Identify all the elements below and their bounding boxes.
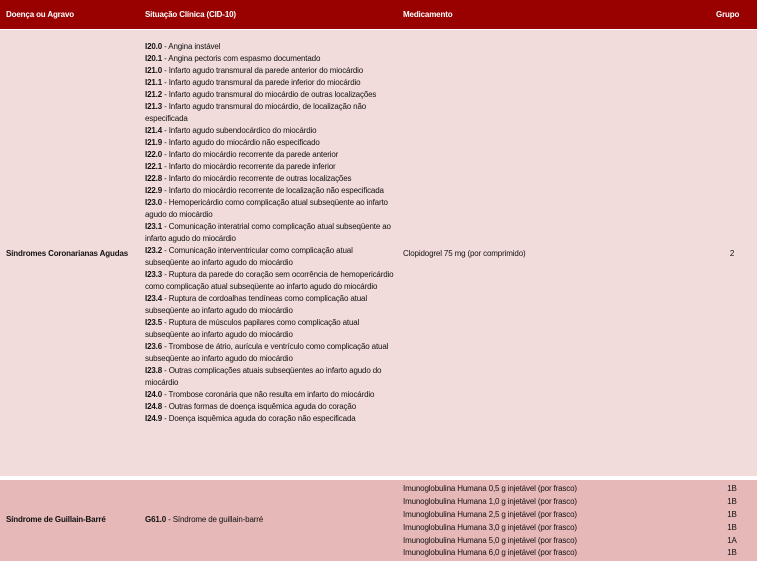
table-row bbox=[0, 30, 757, 476]
situation-item bbox=[145, 149, 397, 161]
cid-code: I21.1 bbox=[145, 78, 163, 87]
situation-item bbox=[145, 413, 397, 425]
cid-description: - Hemopericárdio como complicação atual subseqüente ao infarto agudo do miocárdio bbox=[145, 198, 388, 219]
medication: Imunoglobulina Humana 3,0 g injetável (por frasco) bbox=[403, 522, 577, 532]
medication-row bbox=[403, 483, 743, 496]
cid-code: I23.4 bbox=[145, 294, 163, 303]
cid-code: I24.0 bbox=[145, 390, 163, 399]
medication: Imunoglobulina Humana 0,5 g injetável (por frasco) bbox=[403, 484, 577, 493]
medication: Imunoglobulina Humana 1,0 g injetável (por frasco) bbox=[403, 496, 577, 506]
situation-item bbox=[145, 269, 397, 293]
situation-item bbox=[145, 41, 397, 53]
medication: Imunoglobulina Humana 5,0 g injetável (por frasco) bbox=[403, 535, 577, 545]
group: 1B bbox=[727, 496, 737, 506]
situation-item bbox=[145, 245, 397, 269]
cid-description: - Doença isquêmica aguda do coração não especificada bbox=[162, 414, 356, 423]
cid-code: I21.2 bbox=[145, 90, 163, 99]
cid-code: I23.8 bbox=[145, 366, 163, 375]
cid-description: - Outras formas de doença isquêmica aguda do coração bbox=[162, 402, 356, 411]
cid-description: - Infarto do miocárdio recorrente da parede inferior bbox=[162, 162, 336, 171]
group: 1B bbox=[727, 548, 737, 558]
cid-code: I23.6 bbox=[145, 342, 163, 351]
cid-description: - Infarto agudo transmural da parede anterior do miocárdio bbox=[162, 66, 364, 75]
medication-row bbox=[403, 535, 743, 548]
cid-code: I23.3 bbox=[145, 270, 163, 279]
situation-item bbox=[145, 161, 397, 173]
cid-code: I23.5 bbox=[145, 318, 163, 327]
situation-item bbox=[145, 65, 397, 77]
group: 2 bbox=[729, 249, 735, 258]
situation-item bbox=[145, 137, 397, 149]
cid-code: I23.1 bbox=[145, 222, 163, 231]
cid-description: - Ruptura da parede do coração sem ocorrência de hemopericárdio como complicação atual subseqüente ao infarto agudo do miocárdio bbox=[145, 270, 394, 291]
cid-description: - Infarto agudo transmural do miocárdio, de localização não especificada bbox=[145, 102, 367, 123]
header-disease: Doença ou Agravo bbox=[6, 10, 74, 19]
group: 1B bbox=[727, 484, 737, 493]
cid-code: I22.9 bbox=[145, 186, 163, 195]
cid-description: - Infarto agudo do miocárdio não especificado bbox=[162, 138, 320, 147]
cid-description: - Infarto do miocárdio recorrente da parede anterior bbox=[162, 150, 339, 159]
medication-row bbox=[403, 496, 743, 509]
medication-row bbox=[403, 509, 743, 522]
medication: Imunoglobulina Humana 6,0 g injetável (por frasco) bbox=[403, 548, 577, 558]
medication: Clopidogrel 75 mg (por comprimido) bbox=[403, 249, 526, 258]
cid-description: - Ruptura de músculos papilares como complicação atual subseqüente ao infarto agudo do miocárdio bbox=[145, 318, 360, 339]
situation-list bbox=[145, 41, 397, 425]
cid-description: - Infarto agudo transmural da parede inferior do miocárdio bbox=[162, 78, 361, 87]
cid-description: - Trombose coronária que não resulta em infarto do miocárdio bbox=[162, 390, 375, 399]
medication-row bbox=[403, 547, 743, 560]
cid-description: - Infarto agudo transmural do miocárdio de outras localizações bbox=[162, 90, 377, 99]
situation-item bbox=[145, 401, 397, 413]
situation-item bbox=[145, 515, 263, 524]
situation-item bbox=[145, 101, 397, 125]
cid-code: I24.8 bbox=[145, 402, 163, 411]
cid-description: - Angina instável bbox=[162, 42, 221, 51]
medication-list bbox=[403, 483, 743, 560]
cid-description: - Infarto agudo subendocárdico do miocárdio bbox=[162, 126, 317, 135]
cid-code: I23.0 bbox=[145, 198, 163, 207]
situation-item bbox=[145, 293, 397, 317]
disease-name: Síndromes Coronarianas Agudas bbox=[6, 249, 129, 258]
group: 1B bbox=[727, 522, 737, 532]
cid-code: I21.9 bbox=[145, 138, 163, 147]
cid-code: I22.8 bbox=[145, 174, 163, 183]
situation-item bbox=[145, 185, 397, 197]
header-situation: Situação Clínica (CID-10) bbox=[145, 10, 236, 19]
medication: Imunoglobulina Humana 2,5 g injetável (por frasco) bbox=[403, 509, 577, 519]
cid-code: I24.9 bbox=[145, 414, 163, 423]
cid-code: I22.0 bbox=[145, 150, 163, 159]
situation-item bbox=[145, 365, 397, 389]
cid-description: - Infarto do miocárdio recorrente de outras localizações bbox=[162, 174, 352, 183]
situation-item bbox=[145, 221, 397, 245]
cid-code: I23.2 bbox=[145, 246, 163, 255]
header-medication: Medicamento bbox=[403, 10, 453, 19]
header-group: Grupo bbox=[716, 10, 740, 19]
cid-code: I20.1 bbox=[145, 54, 163, 63]
situation-item bbox=[145, 317, 397, 341]
cid-code: G61.0 bbox=[145, 515, 167, 524]
situation-item bbox=[145, 389, 397, 401]
cid-code: I20.0 bbox=[145, 42, 163, 51]
cid-description: - Trombose de átrio, aurícula e ventrículo como complicação atual subseqüente ao infarto agudo do miocárdio bbox=[145, 342, 389, 363]
cid-description: - Outras complicações atuais subseqüentes ao infarto agudo do miocárdio bbox=[145, 366, 382, 387]
table-header bbox=[0, 0, 757, 29]
group: 1A bbox=[727, 535, 737, 545]
disease-name: Síndrome de Guillain-Barré bbox=[6, 515, 106, 524]
cid-code: I21.0 bbox=[145, 66, 163, 75]
table-row bbox=[0, 480, 757, 561]
cid-description: - Síndrome de guillain-barré bbox=[166, 515, 264, 524]
cid-description: - Infarto do miocárdio recorrente de localização não especificada bbox=[162, 186, 384, 195]
cid-description: - Angina pectoris com espasmo documentado bbox=[162, 54, 321, 63]
group: 1B bbox=[727, 509, 737, 519]
cid-description: - Comunicação interventricular como complicação atual subseqüente ao infarto agudo do miocárdio bbox=[145, 246, 353, 267]
cid-description: - Comunicação interatrial como complicação atual subseqüente ao infarto agudo do miocárdio bbox=[145, 222, 391, 243]
situation-item bbox=[145, 53, 397, 65]
medication-row bbox=[403, 522, 743, 535]
situation-item bbox=[145, 341, 397, 365]
cid-code: I21.3 bbox=[145, 102, 163, 111]
cid-description: - Ruptura de cordoalhas tendíneas como complicação atual subseqüente ao infarto agudo do miocárdio bbox=[145, 294, 367, 315]
situation-item bbox=[145, 173, 397, 185]
situation-item bbox=[145, 197, 397, 221]
cid-code: I22.1 bbox=[145, 162, 163, 171]
cid-code: I21.4 bbox=[145, 126, 163, 135]
situation-item bbox=[145, 77, 397, 89]
situation-item bbox=[145, 125, 397, 137]
situation-item bbox=[145, 89, 397, 101]
